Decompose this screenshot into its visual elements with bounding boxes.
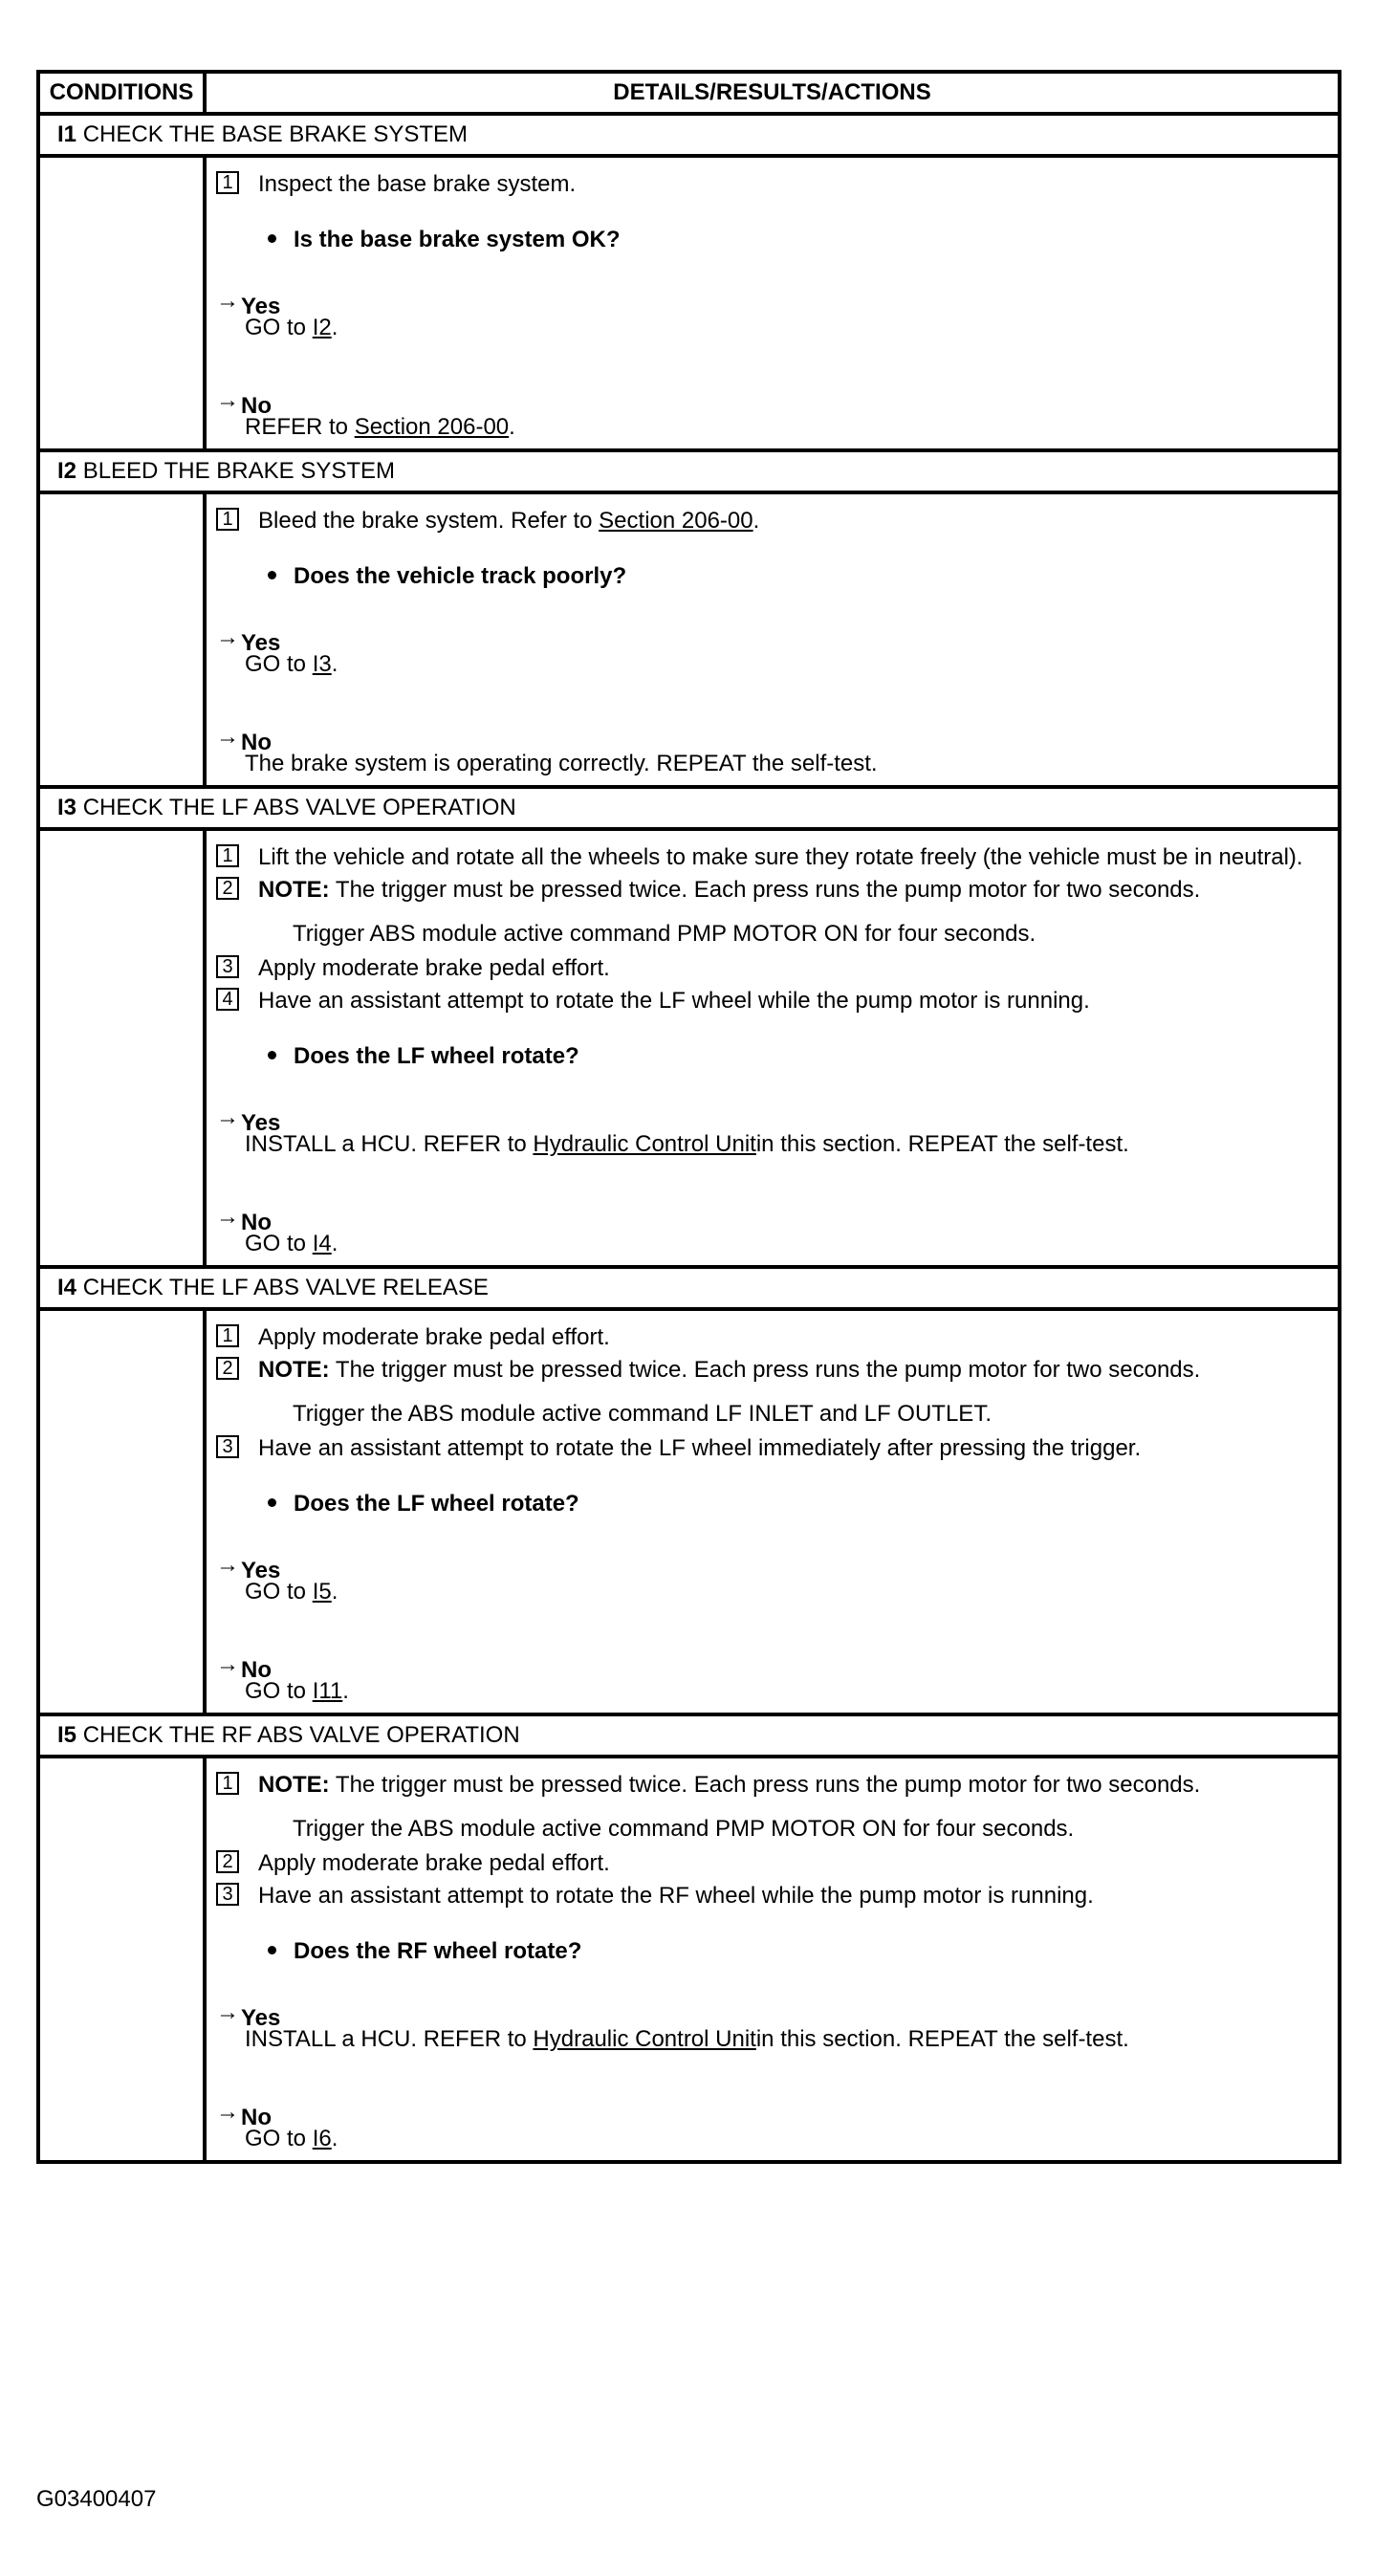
answer-gap (216, 678, 1317, 720)
answer-head (216, 1204, 1317, 1235)
question (216, 227, 1317, 253)
step-text: Apply moderate brake pedal effort. (258, 955, 610, 981)
answer-post: . (331, 2126, 338, 2151)
details-cell (205, 156, 1340, 450)
step-item (216, 844, 1317, 871)
answer-post: in this section. REPEAT the self-test. (755, 2026, 1129, 2052)
step-text: Have an assistant attempt to rotate the RF wheel while the pump motor is running. (258, 1883, 1094, 1909)
answer-pre: GO to (245, 1231, 307, 1256)
answer-label-no: No (241, 393, 272, 419)
question (216, 563, 1317, 590)
answer-pre: GO to (245, 1579, 307, 1605)
answer-yes (216, 624, 1317, 678)
arrow-right-icon: → (216, 1999, 239, 2025)
step-text-block (258, 1850, 1317, 1877)
diagnostic-table-sheet (36, 70, 1341, 2164)
answer-post: . (342, 1678, 349, 1704)
answer-post: . (331, 1579, 338, 1605)
figure-id: G03400407 (36, 2486, 157, 2512)
answer-text (216, 1231, 1317, 1257)
section-title-row (38, 787, 1340, 829)
section-title-row (38, 450, 1340, 492)
step-text: The trigger must be pressed twice. Each press runs the pump motor for two seconds. (335, 877, 1201, 903)
step-text: Apply moderate brake pedal effort. (258, 1324, 610, 1350)
bullet-icon (268, 571, 276, 579)
step-number-box: 2 (216, 1850, 239, 1873)
details-cell (205, 1757, 1340, 2162)
answer-gap (216, 1158, 1317, 1200)
step-number-box: 1 (216, 1772, 239, 1795)
step-item (216, 1357, 1317, 1384)
step-post: . (752, 508, 760, 534)
answer-pre: GO to (245, 651, 307, 677)
section-title: CHECK THE RF ABS VALVE OPERATION (82, 1722, 520, 1748)
step-text-block (258, 1324, 1317, 1351)
answer-post: . (331, 315, 338, 340)
answer-post: . (331, 1231, 338, 1256)
question-text: Does the LF wheel rotate? (294, 1491, 579, 1517)
conditions-cell (38, 1309, 205, 1714)
table-header-row (38, 72, 1340, 114)
answer-head (216, 387, 1317, 419)
section-id: I5 (57, 1722, 77, 1748)
step-number-box: 3 (216, 1435, 239, 1458)
answer-label-yes: Yes (241, 2005, 281, 2031)
section-detail-row (38, 829, 1340, 1267)
step-text: The trigger must be pressed twice. Each press runs the pump motor for two seconds. (335, 1772, 1201, 1798)
answer-yes (216, 288, 1317, 341)
answer-link[interactable]: I6 (312, 2126, 332, 2151)
step-number-box: 1 (216, 508, 239, 531)
note-label: NOTE: (258, 877, 330, 903)
arrow-right-icon: → (216, 288, 239, 314)
section-title-cell (38, 787, 1340, 829)
step-subtext: Trigger ABS module active command PMP MOTOR ON for four seconds. (293, 921, 1036, 947)
step-text-block (258, 1883, 1317, 1910)
answer-text (216, 1131, 1317, 1158)
step-item (216, 1324, 1317, 1351)
details-header: DETAILS/RESULTS/ACTIONS (205, 72, 1340, 114)
details-cell (205, 492, 1340, 787)
question-text: Does the LF wheel rotate? (294, 1043, 579, 1069)
conditions-header: CONDITIONS (38, 72, 205, 114)
answer-head (216, 724, 1317, 755)
answer-no (216, 724, 1317, 777)
note-label: NOTE: (258, 1357, 330, 1383)
question-text: Does the RF wheel rotate? (294, 1938, 582, 1964)
step-text-block (258, 171, 1317, 198)
section-id: I2 (57, 458, 77, 484)
answer-link[interactable]: Hydraulic Control Unit (533, 1131, 756, 1157)
section-title: CHECK THE BASE BRAKE SYSTEM (82, 121, 469, 147)
answer-label-no: No (241, 2105, 272, 2130)
step-number-box: 1 (216, 171, 239, 194)
step-number-box: 3 (216, 1883, 239, 1906)
section-title: BLEED THE BRAKE SYSTEM (82, 458, 396, 484)
section-id: I3 (57, 795, 77, 820)
answer-label-yes: Yes (241, 1110, 281, 1136)
section-id: I1 (57, 121, 77, 147)
step-text: Apply moderate brake pedal effort. (258, 1850, 610, 1876)
section-title-row (38, 1714, 1340, 1757)
bullet-icon (268, 1946, 276, 1954)
answer-text-plain: The brake system is operating correctly. REPEAT the self-test. (245, 751, 878, 776)
answer-no (216, 2099, 1317, 2152)
answer-pre: REFER to (245, 414, 349, 440)
answer-link[interactable]: Section 206-00 (354, 414, 510, 440)
step-link[interactable]: Section 206-00 (599, 508, 753, 534)
answer-text (216, 414, 1317, 441)
answer-text (216, 1678, 1317, 1705)
step-item (216, 955, 1317, 982)
step-number-box: 2 (216, 1357, 239, 1380)
diagnostic-table (36, 70, 1341, 2164)
answer-pre: GO to (245, 2126, 307, 2151)
step-number-box: 2 (216, 877, 239, 900)
conditions-cell (38, 829, 205, 1267)
answer-head (216, 288, 1317, 319)
section-title-cell (38, 1267, 1340, 1309)
arrow-right-icon: → (216, 624, 239, 650)
answer-text (216, 2126, 1317, 2152)
step-text-block (258, 1357, 1317, 1384)
answer-head (216, 1999, 1317, 2031)
arrow-right-icon: → (216, 2099, 239, 2125)
answer-label-no: No (241, 730, 272, 755)
step-text-block (258, 988, 1317, 1015)
answer-text (216, 1579, 1317, 1605)
step-text-block (258, 955, 1317, 982)
section-title-cell (38, 1714, 1340, 1757)
question-text: Is the base brake system OK? (294, 227, 621, 252)
step-text-block (258, 844, 1317, 871)
section-title-cell (38, 450, 1340, 492)
answer-text (216, 2026, 1317, 2053)
section-title-row (38, 1267, 1340, 1309)
answer-label-yes: Yes (241, 1558, 281, 1583)
arrow-right-icon: → (216, 1552, 239, 1578)
answer-label-yes: Yes (241, 630, 281, 656)
answer-head (216, 1552, 1317, 1583)
step-number-box: 3 (216, 955, 239, 978)
step-item (216, 171, 1317, 198)
answer-no (216, 387, 1317, 441)
step-text: Lift the vehicle and rotate all the wheels to make sure they rotate freely (the vehicle must be in neutral). (258, 844, 1303, 870)
answer-pre: GO to (245, 315, 307, 340)
step-text-block (258, 1772, 1317, 1799)
answer-link[interactable]: I5 (312, 1579, 332, 1605)
arrow-right-icon: → (216, 1104, 239, 1130)
question (216, 1938, 1317, 1965)
step-number-box: 4 (216, 988, 239, 1011)
section-title: CHECK THE LF ABS VALVE OPERATION (82, 795, 516, 820)
step-text-block (258, 877, 1317, 904)
section-detail-row (38, 156, 1340, 450)
details-cell (205, 829, 1340, 1267)
step-text: Inspect the base brake system. (258, 171, 577, 197)
answer-link[interactable]: Hydraulic Control Unit (533, 2026, 756, 2052)
question (216, 1043, 1317, 1070)
step-text: Have an assistant attempt to rotate the LF wheel immediately after pressing the trigger. (258, 1435, 1142, 1461)
step-subtext: Trigger the ABS module active command LF INLET and LF OUTLET. (293, 1401, 992, 1427)
conditions-cell (38, 156, 205, 450)
answer-post: . (331, 651, 338, 677)
step-item (216, 1850, 1317, 1877)
step-item (216, 1883, 1317, 1910)
question (216, 1491, 1317, 1517)
answer-text (216, 315, 1317, 341)
answer-post: . (509, 414, 515, 440)
answer-post: in this section. REPEAT the self-test. (755, 1131, 1129, 1157)
bullet-icon (268, 1498, 276, 1507)
arrow-right-icon: → (216, 724, 239, 750)
note-label: NOTE: (258, 1772, 330, 1798)
answer-head (216, 624, 1317, 656)
answer-yes (216, 1104, 1317, 1158)
step-item (216, 988, 1317, 1015)
step-subtext: Trigger the ABS module active command PMP MOTOR ON for four seconds. (293, 1816, 1075, 1842)
answer-yes (216, 1552, 1317, 1605)
answer-text (216, 751, 1317, 777)
section-detail-row (38, 1309, 1340, 1714)
step-number-box: 1 (216, 1324, 239, 1347)
answer-link[interactable]: I3 (312, 651, 332, 677)
answer-pre: INSTALL a HCU. REFER to (245, 2026, 527, 2052)
answer-head (216, 1651, 1317, 1683)
step-item (216, 1772, 1317, 1799)
answer-gap (216, 2053, 1317, 2095)
answer-pre: GO to (245, 1678, 307, 1704)
step-text: The trigger must be pressed twice. Each press runs the pump motor for two seconds. (335, 1357, 1201, 1383)
arrow-right-icon: → (216, 1204, 239, 1230)
answer-label-no: No (241, 1210, 272, 1235)
bullet-icon (268, 1051, 276, 1059)
answer-no (216, 1651, 1317, 1705)
section-title-row (38, 114, 1340, 156)
answer-link[interactable]: I4 (312, 1231, 332, 1256)
question-text: Does the vehicle track poorly? (294, 563, 627, 589)
details-cell (205, 1309, 1340, 1714)
answer-no (216, 1204, 1317, 1257)
step-text-block (258, 508, 1317, 535)
conditions-cell (38, 492, 205, 787)
answer-label-no: No (241, 1657, 272, 1683)
arrow-right-icon: → (216, 1651, 239, 1677)
step-number-box: 1 (216, 844, 239, 867)
step-text: Have an assistant attempt to rotate the LF wheel while the pump motor is running. (258, 988, 1090, 1014)
answer-link[interactable]: I2 (312, 315, 332, 340)
answer-link[interactable]: I11 (312, 1678, 343, 1704)
answer-gap (216, 1605, 1317, 1648)
conditions-cell (38, 1757, 205, 2162)
step-item (216, 508, 1317, 535)
section-detail-row (38, 1757, 1340, 2162)
section-title: CHECK THE LF ABS VALVE RELEASE (82, 1275, 489, 1300)
table-body (38, 114, 1340, 2162)
answer-label-yes: Yes (241, 294, 281, 319)
section-id: I4 (57, 1275, 77, 1300)
step-item (216, 1435, 1317, 1462)
step-text-block (258, 1435, 1317, 1462)
arrow-right-icon: → (216, 387, 239, 413)
step-text: Bleed the brake system. Refer to (258, 508, 593, 534)
section-title-cell (38, 114, 1340, 156)
step-item (216, 877, 1317, 904)
answer-pre: INSTALL a HCU. REFER to (245, 1131, 527, 1157)
section-detail-row (38, 492, 1340, 787)
answer-gap (216, 341, 1317, 383)
answer-head (216, 1104, 1317, 1136)
answer-yes (216, 1999, 1317, 2053)
answer-head (216, 2099, 1317, 2130)
answer-text (216, 651, 1317, 678)
bullet-icon (268, 234, 276, 243)
